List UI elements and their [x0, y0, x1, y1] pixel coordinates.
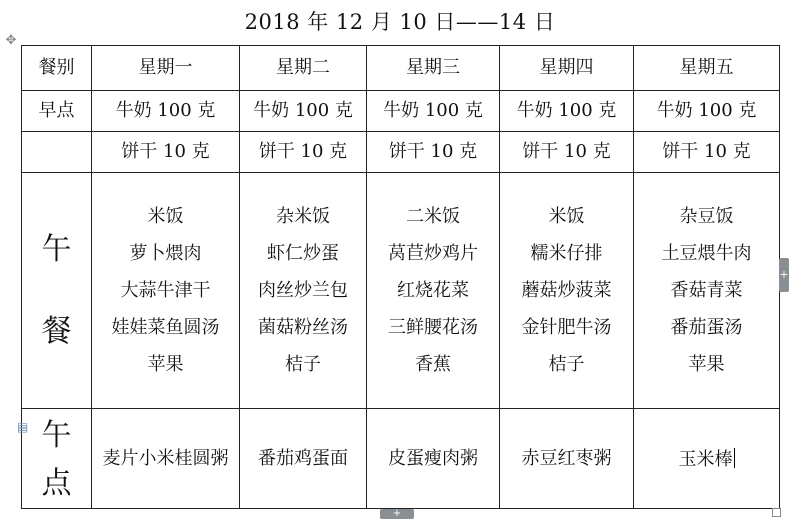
lunch-item: 金针肥牛汤 [521, 316, 612, 338]
lunch-item: 肉丝炒兰包 [258, 279, 348, 301]
lunch-item: 香菇青菜 [670, 279, 743, 301]
snack-item: 赤豆红枣粥 [521, 447, 612, 469]
lunch-item: 三鲜腰花汤 [388, 316, 478, 338]
snack-label-cell [22, 409, 92, 509]
lunch-label-bottom: 餐 [41, 313, 72, 349]
breakfast-biscuit-cell[interactable]: 饼干 10 克 [500, 132, 634, 173]
breakfast-biscuit-row [22, 132, 780, 173]
lunch-item: 二米饭 [406, 205, 460, 227]
snack-cell-thursday[interactable] [500, 409, 634, 509]
breakfast-label: 早点 [22, 91, 92, 132]
breakfast-biscuit-cell[interactable]: 饼干 10 克 [240, 132, 367, 173]
snack-row [22, 409, 780, 509]
snack-item: 麦片小米桂圆粥 [102, 448, 229, 469]
add-row-icon[interactable]: + [380, 509, 414, 519]
lunch-item: 菌菇粉丝汤 [258, 316, 348, 338]
lunch-item: 米饭 [147, 205, 184, 227]
snack-cell-friday[interactable] [634, 409, 780, 509]
header-cell-monday: 星期一 [92, 46, 240, 91]
snack-cell-tuesday[interactable] [240, 409, 367, 509]
lunch-item: 香蕉 [415, 353, 451, 375]
lunch-label-cell [22, 173, 92, 409]
menu-table [21, 45, 780, 509]
lunch-cell-wednesday[interactable] [367, 173, 500, 409]
lunch-item: 番茄蛋汤 [670, 316, 743, 338]
text-caret [734, 448, 735, 468]
breakfast-milk-cell[interactable]: 牛奶 100 克 [92, 91, 240, 132]
breakfast-milk-cell[interactable]: 牛奶 100 克 [240, 91, 367, 132]
lunch-item: 杂豆饭 [679, 205, 734, 227]
snack-label-bottom: 点 [41, 465, 72, 501]
lunch-cell-tuesday[interactable] [240, 173, 367, 409]
lunch-item: 桔子 [548, 353, 585, 375]
lunch-item: 大蒜牛津干 [120, 279, 211, 301]
add-column-icon[interactable]: + [779, 258, 789, 292]
lunch-item: 红烧花菜 [397, 279, 469, 301]
lunch-item: 萝卜煨肉 [129, 242, 202, 264]
lunch-item: 杂米饭 [276, 205, 330, 227]
header-cell-meal: 餐别 [22, 46, 92, 91]
table-resize-handle-icon[interactable] [772, 508, 781, 517]
breakfast-milk-cell[interactable]: 牛奶 100 克 [500, 91, 634, 132]
header-cell-wednesday: 星期三 [367, 46, 500, 91]
header-cell-friday: 星期五 [634, 46, 780, 91]
lunch-item: 苹果 [147, 353, 184, 375]
table-move-handle-icon[interactable]: ✥ [5, 33, 17, 48]
breakfast-milk-cell[interactable]: 牛奶 100 克 [367, 91, 500, 132]
lunch-label-top: 午 [41, 231, 72, 267]
page-title: 2018 年 12 月 10 日——14 日 [244, 10, 556, 34]
lunch-cell-friday[interactable] [634, 173, 780, 409]
breakfast-biscuit-cell[interactable]: 饼干 10 克 [634, 132, 780, 173]
snack-item: 皮蛋瘦肉粥 [388, 447, 478, 469]
lunch-item: 莴苣炒鸡片 [388, 242, 478, 264]
lunch-item: 娃娃菜鱼圆汤 [111, 316, 220, 338]
header-cell-tuesday: 星期二 [240, 46, 367, 91]
header-row [22, 46, 780, 91]
lunch-cell-monday[interactable] [92, 173, 240, 409]
breakfast-milk-row [22, 91, 780, 132]
lunch-item: 糯米仔排 [530, 242, 603, 264]
lunch-item: 土豆煨牛肉 [661, 242, 752, 264]
breakfast-biscuit-cell[interactable]: 饼干 10 克 [367, 132, 500, 173]
snack-cell-wednesday[interactable] [367, 409, 500, 509]
lunch-item: 虾仁炒蛋 [267, 242, 339, 264]
header-cell-thursday: 星期四 [500, 46, 634, 91]
snack-item: 番茄鸡蛋面 [258, 447, 348, 469]
snack-item: 玉米棒 [678, 449, 733, 470]
document-icon[interactable]: ▤ [17, 420, 29, 434]
breakfast-biscuit-cell[interactable]: 饼干 10 克 [92, 132, 240, 173]
lunch-cell-thursday[interactable] [500, 173, 634, 409]
lunch-item: 苹果 [688, 353, 725, 375]
lunch-item: 桔子 [285, 353, 321, 375]
snack-cell-monday[interactable] [92, 409, 240, 509]
empty-label-cell [22, 132, 92, 173]
breakfast-milk-cell[interactable]: 牛奶 100 克 [634, 91, 780, 132]
lunch-item: 蘑菇炒菠菜 [521, 279, 612, 301]
lunch-row [22, 173, 780, 409]
lunch-item: 米饭 [548, 205, 585, 227]
snack-label-top: 午 [41, 417, 72, 453]
